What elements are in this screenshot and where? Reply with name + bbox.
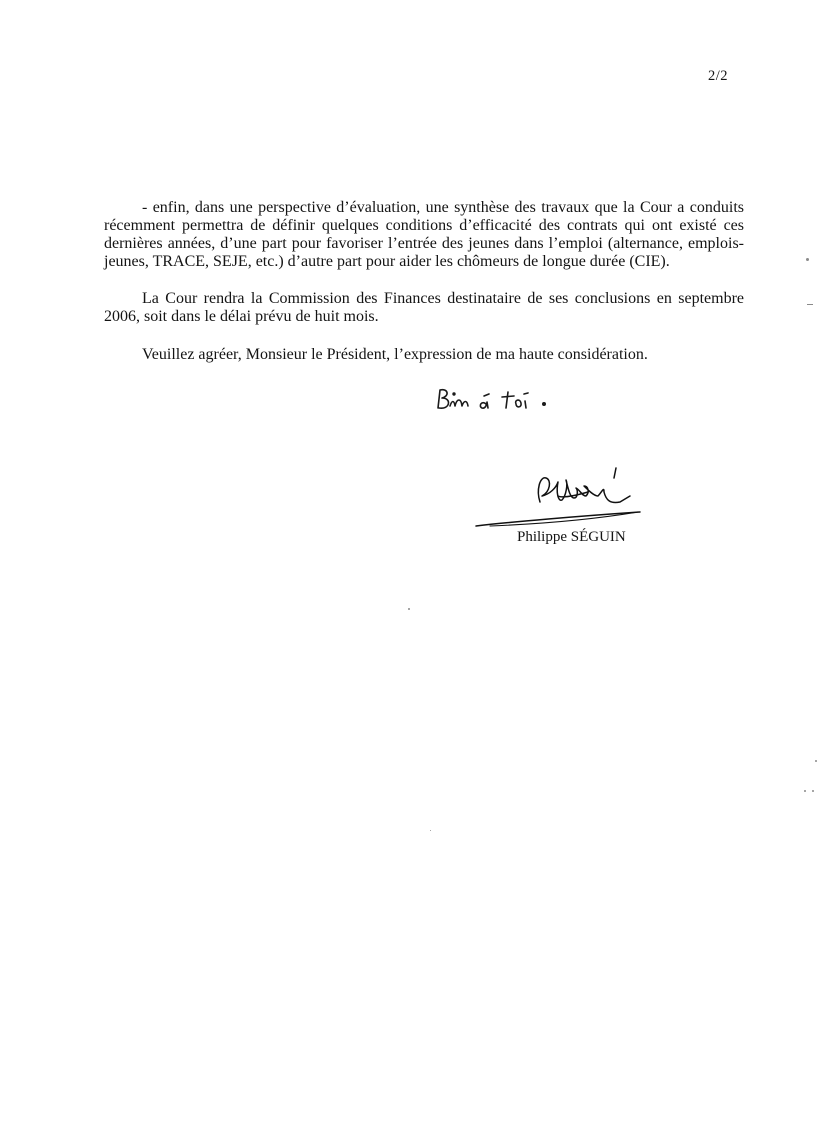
scan-speck (806, 258, 809, 261)
paragraph-conclusions: La Cour rendra la Commission des Finances destinataire de ses conclusions en septembre 2006, soit dans le délai prévu de huit mois. (104, 290, 744, 325)
signatory-name: Philippe SÉGUIN (517, 529, 626, 545)
paragraph-evaluation: - enfin, dans une perspective d’évaluation, une synthèse des travaux que la Cour a conduits récemment permettra de définir quelques conditions d’efficacité des contrats qui ont existé ces dernières années, d’une part pour favoriser l’entrée des jeunes dans l’emploi (alternance, emplois-jeunes, TRACE, SEJE, etc.) d’autre part pour aider les chômeurs de longue durée (CIE). (104, 199, 744, 270)
scan-speck (815, 760, 817, 762)
paragraph-closing: Veuillez agréer, Monsieur le Président, l’expression de ma haute considération. (142, 346, 648, 363)
scan-speck (807, 304, 813, 305)
scan-speck (430, 830, 431, 831)
scan-speck (812, 790, 814, 792)
handwritten-note (430, 380, 560, 420)
signature (470, 462, 650, 532)
page-number: 2/2 (708, 68, 729, 84)
scan-speck (804, 790, 806, 792)
scan-speck (408, 608, 410, 610)
